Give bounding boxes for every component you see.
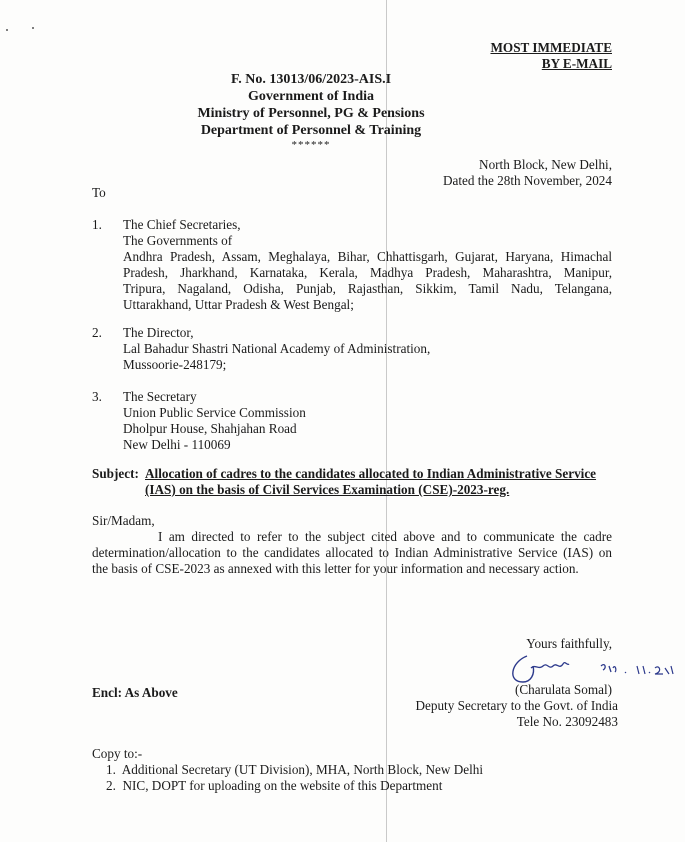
to-label: To	[92, 185, 106, 200]
addressee-line: The Director,	[123, 325, 194, 340]
place: North Block, New Delhi,	[479, 157, 612, 172]
priority-label: MOST IMMEDIATE	[490, 40, 612, 55]
copy-to-item: 1. Additional Secretary (UT Division), MHA, North Block, New Delhi	[106, 762, 484, 777]
addressee-line: Mussoorie-248179;	[123, 357, 227, 372]
signatory-name: (Charulata Somal)	[514, 682, 612, 697]
subject-line: (IAS) on the basis of Civil Services Examination (CSE)-2023-reg.	[145, 482, 510, 497]
states-line: Uttarakhand, Uttar Pradesh & West Bengal;	[123, 297, 354, 312]
states-line: Pradesh, Jharkhand, Karnataka, Kerala, Madhya Pradesh, Maharashtra, Manipur,	[123, 265, 612, 280]
salutation: Sir/Madam,	[92, 513, 155, 528]
government-heading: Government of India	[248, 89, 374, 104]
date: Dated the 28th November, 2024	[442, 173, 612, 188]
body-line: I am directed to refer to the subject cited above and to communicate the cadre	[158, 529, 612, 544]
closing: Yours faithfully,	[526, 636, 612, 651]
addressee-line: The Governments of	[123, 233, 233, 248]
states-line: Andhra Pradesh, Assam, Meghalaya, Bihar, Chhattisgarh, Gujarat, Haryana, Himachal	[123, 249, 612, 264]
body-line: determination/allocation to the candidates allocated to Indian Administrative Service (IAS) on	[92, 545, 612, 560]
addressee-line: Lal Bahadur Shastri National Academy of Administration,	[123, 341, 431, 356]
subject-label: Subject:	[92, 466, 139, 481]
body-line: the basis of CSE-2023 as annexed with this letter for your information and necessary action.	[92, 561, 579, 576]
addressee-line: The Chief Secretaries,	[123, 217, 241, 232]
telephone: Tele No. 23092483	[516, 714, 618, 729]
file-number: F. No. 13013/06/2023-AIS.I	[230, 72, 392, 87]
heading-stars: ******	[291, 139, 331, 151]
addressee-number: 2.	[92, 325, 102, 340]
signatory-designation: Deputy Secretary to the Govt. of India	[415, 698, 618, 713]
scan-speck	[6, 29, 8, 31]
copy-to-label: Copy to:-	[92, 746, 143, 761]
addressee-line: Union Public Service Commission	[123, 405, 306, 420]
department-heading: Department of Personnel & Training	[200, 123, 422, 138]
addressee-number: 1.	[92, 217, 102, 232]
addressee-line: Dholpur House, Shahjahan Road	[123, 421, 297, 436]
copy-to-item: 2. NIC, DOPT for uploading on the website of this Department	[106, 778, 443, 793]
scan-speck	[32, 27, 34, 29]
states-line: Tripura, Nagaland, Odisha, Punjab, Rajasthan, Sikkim, Tamil Nadu, Telangana,	[123, 281, 612, 296]
enclosure: Encl: As Above	[92, 685, 178, 700]
subject-line: Allocation of cadres to the candidates allocated to Indian Administrative Service	[145, 466, 597, 481]
ministry-heading: Ministry of Personnel, PG & Pensions	[197, 106, 425, 121]
addressee-line: The Secretary	[123, 389, 197, 404]
addressee-number: 3.	[92, 389, 102, 404]
mode-label: BY E-MAIL	[541, 56, 612, 71]
addressee-line: New Delhi - 110069	[123, 437, 231, 452]
